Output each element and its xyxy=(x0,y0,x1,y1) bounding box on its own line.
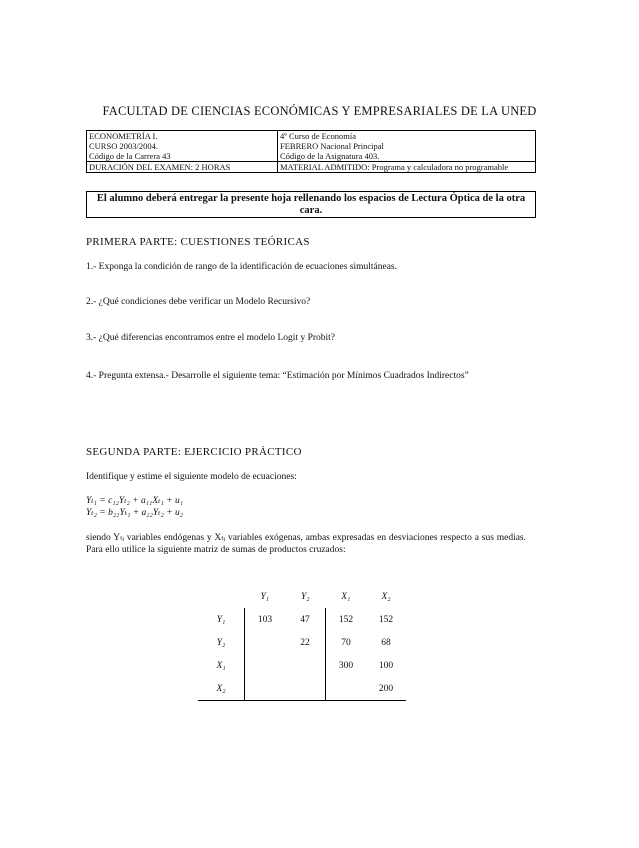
equation-2: Yₜ₂ = b₂₁Yₜ₁ + a₂₂Yₜ₂ + u₂ xyxy=(86,508,184,518)
exam-info-cell xyxy=(278,131,536,162)
matrix-cell: 300 xyxy=(326,654,367,677)
matrix-cell: 100 xyxy=(378,660,394,671)
matrix-cell: 68 xyxy=(381,637,391,648)
matrix-cell: 22 xyxy=(300,637,310,648)
matrix-header-row xyxy=(198,585,406,608)
matrix-row-label: Y₂ xyxy=(198,631,245,654)
matrix-col-header: X₁ xyxy=(341,591,351,602)
exercise-intro: Identifique y estime el siguiente modelo de ecuaciones: xyxy=(86,472,297,482)
course-level: 4º Curso de Economía xyxy=(280,131,357,141)
subject-code: Código de la Asignatura 403. xyxy=(280,151,380,161)
matrix-cell: 152 xyxy=(378,614,394,625)
question-1: 1.- Exponga la condición de rango de la identificación de ecuaciones simultáneas. xyxy=(86,262,398,272)
question-3: 3.- ¿Qué diferencias encontramos entre el modelo Logit y Probit? xyxy=(86,333,336,343)
exam-info-table xyxy=(86,130,536,173)
equation-1: Yₜ₁ = c₁₂Yₜ₂ + a₁₁Xₜ₁ + u₁ xyxy=(86,496,184,506)
matrix-cell xyxy=(326,677,367,701)
degree-code: Código de la Carrera 43 xyxy=(89,151,171,161)
matrix-row xyxy=(198,631,406,654)
course-name: ECONOMETRÍA I. xyxy=(89,131,158,141)
matrix-cell xyxy=(245,631,286,654)
matrix-cell: 200 xyxy=(366,677,406,701)
matrix-row xyxy=(198,654,406,677)
matrix-col-header: Y₁ xyxy=(260,591,270,602)
question-2: 2.- ¿Qué condiciones debe verificar un Modelo Recursivo? xyxy=(86,297,311,307)
matrix-cell xyxy=(245,654,286,677)
part2-heading: SEGUNDA PARTE: EJERCICIO PRÁCTICO xyxy=(86,446,302,458)
matrix-row-label: X₂ xyxy=(198,677,245,701)
cross-products-matrix xyxy=(198,585,406,701)
matrix-cell xyxy=(285,654,326,677)
material-cell: MATERIAL ADMITIDO: Programa y calculadora no programable xyxy=(278,162,536,173)
matrix-row-label: Y₁ xyxy=(198,608,245,631)
page-title: FACULTAD DE CIENCIAS ECONÓMICAS Y EMPRESARIALES DE LA UNED xyxy=(102,104,537,118)
matrix-cell: 70 xyxy=(326,631,367,654)
matrix-col-header: X₂ xyxy=(381,591,391,602)
matrix-cell: 47 xyxy=(300,614,310,625)
part1-heading: PRIMERA PARTE: CUESTIONES TEÓRICAS xyxy=(86,236,310,248)
matrix-cell xyxy=(245,677,286,701)
matrix-row-label: X₁ xyxy=(198,654,245,677)
notice-box: El alumno deberá entregar la presente hoja rellenando los espacios de Lectura Óptica de la otra cara. xyxy=(86,191,536,218)
matrix-corner xyxy=(198,585,245,608)
course-info-cell xyxy=(87,131,278,162)
matrix-row xyxy=(198,677,406,701)
matrix-cell: 103 xyxy=(257,614,273,625)
matrix-row xyxy=(198,608,406,631)
exam-session: FEBRERO Nacional Principal xyxy=(280,141,384,151)
duration-cell: DURACIÓN DEL EXAMEN: 2 HORAS xyxy=(87,162,278,173)
question-4: 4.- Pregunta extensa.- Desarrolle el siguiente tema: “Estimación por Mínimos Cuadrados Indirectos” xyxy=(86,371,469,381)
matrix-cell xyxy=(285,677,326,701)
course-year: CURSO 2003/2004. xyxy=(89,141,158,151)
exercise-description: siendo Yₜᵢ variables endógenas y Xₜᵢ variables exógenas, ambas expresadas en desviaciones respecto a sus medias. Para ello utilice la siguiente matriz de sumas de productos cruzados: xyxy=(86,533,526,555)
matrix-col-header: Y₂ xyxy=(300,591,310,602)
matrix-cell: 152 xyxy=(326,608,367,631)
